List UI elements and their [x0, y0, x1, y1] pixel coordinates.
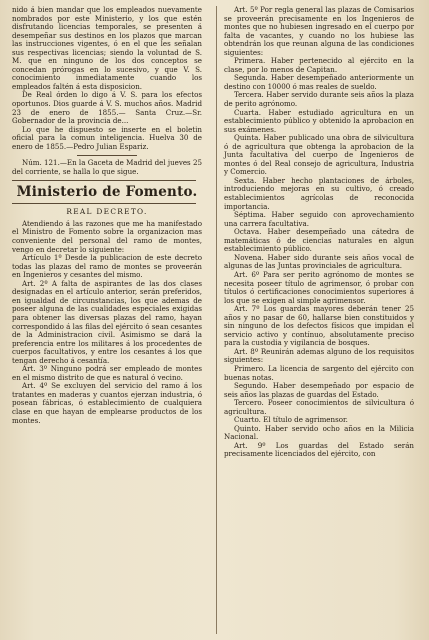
- decree-article-2: Art. 2º A falta de aspirantes de las dos clases designadas en el artículo anterior, serán preferidos, en igualdad de circunstancias, los que ademas de poseer alguna de las cualidades especiales exigidas para obtener las diversas plazas del ramo, hayan correspondido á las filas del ejército ó sean cesantes de la Administracion civil. Asimismo se dará la preferencia entre los militares á los procedentes de cuerpos facultativos, y entre los cesantes á los que tengan derecho á cesantía.: [12, 278, 202, 365]
- requirement-4: Cuarta. Haber estudiado agricultura en un establecimiento público y obtenido la aprobacion en sus exámenes.: [224, 107, 414, 134]
- article-8: Art. 8º Reunirán ademas alguno de los requisitos siguientes:: [224, 346, 414, 365]
- decree-title: REAL DECRETO.: [66, 207, 148, 217]
- article-5: Art. 5º Por regla general las plazas de Comisarios se proveerán precisamente en los Ingenieros de montes que no hubiesen ingresado en el cuerpo por falta de vacantes, y cuando no los hubiese las obtendrán los que reunan alguna de las condiciones siguientes:: [224, 5, 414, 57]
- requirement-3: Tercera. Haber servido durante seis años la plaza de perito agrónomo.: [224, 90, 414, 109]
- requirement-8: Octava. Haber desempeñado una cátedra de matemáticas ó de ciencias naturales en algun establecimiento público.: [224, 227, 414, 254]
- condition-5: Quinto. Haber servido ocho años en la Milicia Nacional.: [224, 423, 414, 442]
- requirement-7: Séptima. Haber seguido con aprovechamiento una carrera facultativa.: [224, 210, 414, 228]
- gazette-notice: Núm. 121.—En la Gaceta de Madrid del jueves 25 del corriente, se halla lo que sigue.: [12, 158, 202, 176]
- section-divider: [77, 155, 137, 156]
- top-paragraph-1: nido á bien mandar que los empleados nuevamente nombrados por este Ministerio, y los que estén disfrutando licencias temporales, se presenten á desempeñar sus destinos en los plazos que marcan las instrucciones vigentes, ó en el que les señalan sus respectivas licencias; siendo la voluntad de S. M. que en ninguno de los dos conceptos se concedan prórogas en lo sucesivo, y que V. S. conocimiento inmediatamente cuando los empleados faltén á esta disposicion.: [12, 5, 202, 91]
- decree-article-3: Art. 3º Ninguno podrá ser empleado de montes en el mismo distrito de que es natural ó vecino.: [12, 364, 202, 382]
- decree-article-1: Artículo 1º Desde la publicacion de este decreto todas las plazas del ramo de montes se proveerán en Ingenieros y cesantes del mismo.: [12, 253, 202, 280]
- column-divider: [216, 6, 217, 634]
- requirement-1: Primera. Haber pertenecido al ejército en la clase, por lo menos de Capitan.: [224, 56, 414, 74]
- section-rule: [12, 180, 196, 181]
- condition-1: Primero. La licencia de sargento del ejército con buenas notas.: [224, 363, 414, 382]
- section-rule: [12, 203, 196, 204]
- ministry-title: Ministerio de Fomento.: [16, 184, 198, 201]
- top-paragraph-3: Lo que he dispuesto se inserte en el boletin oficial para la comun inteligencia. Huelva 30 de enero de 1855.—Pedro Julian Espariz.: [12, 124, 202, 151]
- decree-paragraph: Atendiendo á las razones que me ha manifestado el Ministro de Fomento sobre la organizacion mas conveniente del personal del ramo de montes, vengo en decretar lo siguiente:: [12, 218, 202, 254]
- condition-4: Cuarto. El título de agrimensor.: [234, 415, 348, 425]
- condition-2: Segundo. Haber desempeñado por espacio de seis años las plazas de guardas del Estado.: [224, 381, 414, 399]
- condition-3: Tercero. Poseer conocimientos de silvicultura ó agricultura.: [224, 398, 414, 416]
- article-7: Art. 7º Los guardas mayores deberán tener 25 años y no pasar de 60, hallarse bien constituidos y sin ninguno de los defectos físicos que impidan el servicio activo y contínuo, absolutamente preciso para la custodia y vigilancia de bosques.: [224, 304, 414, 348]
- requirement-2: Segunda. Haber desempeñado anteriormente un destino con 10000 ó mas reales de sueldo.: [224, 73, 414, 91]
- right-column: [224, 6, 414, 459]
- top-paragraph-2: De Real órden lo digo á V. S. para los efectos oportunos. Dios guarde á V. S. muchos años. Madrid 23 de enero de 1855.— Santa Cruz.—Sr. Gobernador de la provincia de...: [12, 90, 202, 126]
- left-column: [12, 6, 202, 425]
- requirement-5: Quinta. Haber publicado una obra de silvicultura ó de agricultura que obtenga la aprobacion de la Junta facultativa del cuerpo de Ingenieros de montes ó del Real consejo de agricultura, Industria y Comercio.: [224, 133, 414, 177]
- decree-article-4: Art. 4º Se excluyen del servicio del ramo á los tratantes en maderas y cuantos ejerzan industria, ó posean fábricas, ó establecimiento de cualquiera clase en que hayan de emplearse productos de los montes.: [12, 381, 202, 425]
- requirement-6: Sexta. Haber hecho plantaciones de árboles, introduciendo mejoras en su cultivo, ó creado establecimientos agrícolas de reconocida importancia.: [224, 175, 414, 211]
- requirement-9: Novena. Haber sido durante seis años vocal de algunas de las Juntas provinciales de agricultura.: [224, 252, 414, 271]
- article-6: Art. 6º Para ser perito agrónomo de montes se necesita poseer título de agrimensor, ó probar con títulos ó certificaciones conocimientos superiores á los que se exigen al simple agrimensor.: [224, 269, 414, 305]
- article-9: Art. 9º Los guardas del Estado serán precisamente licenciados del ejército, con: [224, 440, 414, 459]
